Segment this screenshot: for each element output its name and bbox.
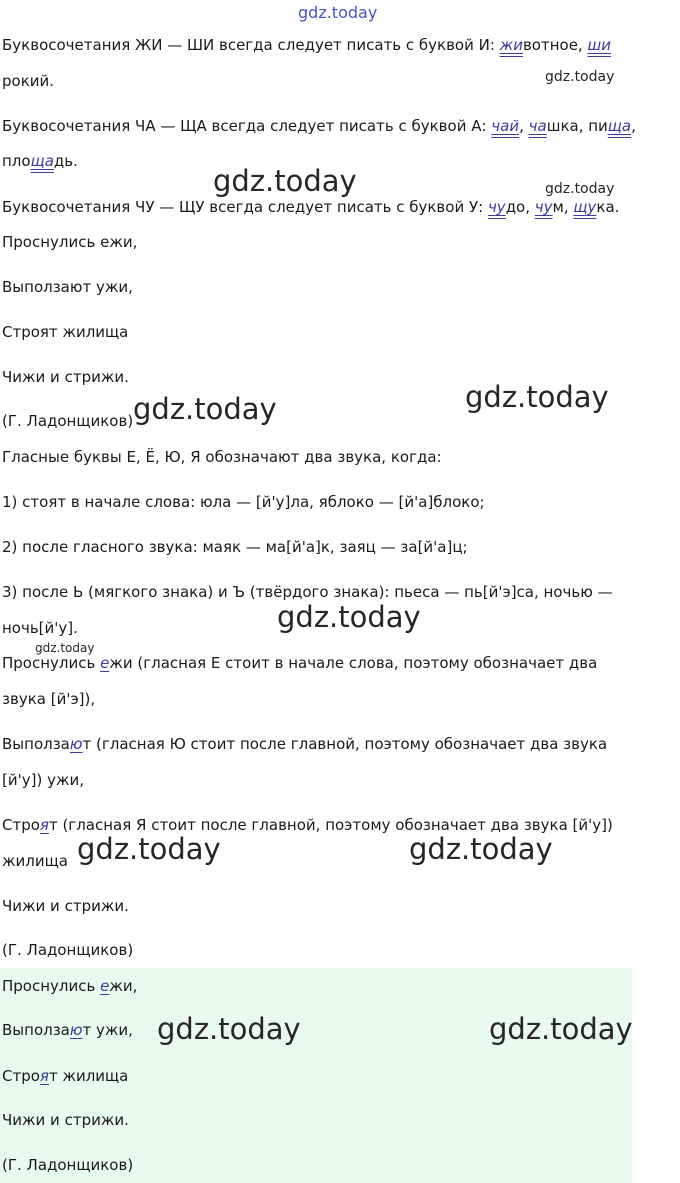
watermark: gdz.today [35, 641, 95, 655]
rule-zhi-shi: Буквосочетания ЖИ — ШИ всегда следует писать с буквой И: животное, ши [2, 36, 611, 54]
analysis-line-1: Проснулись ежи (гласная Е стоит в начале слова, поэтому обозначает два [2, 654, 598, 672]
poem-author: (Г. Ладонщиков) [2, 412, 134, 430]
watermark: gdz.today [157, 1012, 301, 1046]
answer-line-1: Проснулись ежи, [2, 977, 138, 995]
watermark: gdz.today [545, 181, 615, 197]
poem-line-4: Чижи и стрижи. [2, 368, 129, 386]
answer-author: (Г. Ладонщиков) [2, 1156, 134, 1174]
answer-line-4: Чижи и стрижи. [2, 1111, 129, 1129]
poem-line-3: Строят жилища [2, 323, 129, 341]
vowels-point-1: 1) стоят в начале слова: юла — [й'у]ла, яблоко — [й'а]блоко; [2, 493, 485, 511]
watermark: gdz.today [277, 600, 421, 634]
analysis-line-3-cont: жилища [2, 852, 68, 870]
watermark: gdz.today [465, 380, 609, 414]
vowels-point-3: 3) после Ь (мягкого знака) и Ъ (твёрдого знака): пьеса — пь[й'э]са, ночью — [2, 583, 613, 601]
analysis-line-3: Строят (гласная Я стоит после главной, поэтому обозначает два звука [й'у]) [2, 816, 613, 834]
watermark: gdz.today [77, 832, 221, 866]
poem-line-2: Выползают ужи, [2, 278, 133, 296]
vowels-point-2: 2) после гласного звука: маяк — ма[й'а]к, заяц — за[й'а]ц; [2, 538, 468, 556]
watermark: gdz.today [133, 392, 277, 426]
watermark: gdz.today [213, 164, 357, 198]
vowels-intro: Гласные буквы Е, Ё, Ю, Я обозначают два звука, когда: [2, 448, 442, 466]
rule-zhi-shi-cont: рокий. [2, 72, 55, 90]
answer-line-2: Выползают ужи, [2, 1021, 133, 1039]
analysis-line-2: Выползают (гласная Ю стоит после главной, поэтому обозначает два звука [2, 735, 608, 753]
rule-cha-shcha: Буквосочетания ЧА — ЩА всегда следует писать с буквой А: чай, чашка, пища, [2, 117, 636, 135]
rule-chu-shchu: Буквосочетания ЧУ — ЩУ всегда следует писать с буквой У: чудо, чум, щука. [2, 198, 620, 216]
analysis-author: (Г. Ладонщиков) [2, 941, 134, 959]
analysis-line-1-cont: звука [й'э]), [2, 690, 96, 708]
answer-line-3: Строят жилища [2, 1067, 129, 1085]
analysis-line-2-cont: [й'у]) ужи, [2, 771, 84, 789]
vowels-point-3-cont: ночь[й'у]. [2, 619, 78, 637]
watermark: gdz.today [489, 1012, 633, 1046]
poem-line-1: Проснулись ежи, [2, 233, 138, 251]
watermark: gdz.today [545, 69, 615, 85]
watermark: gdz.today [409, 832, 553, 866]
rule-cha-shcha-cont: площадь. [2, 152, 78, 170]
analysis-line-4: Чижи и стрижи. [2, 897, 129, 915]
watermark: gdz.today [298, 3, 378, 22]
